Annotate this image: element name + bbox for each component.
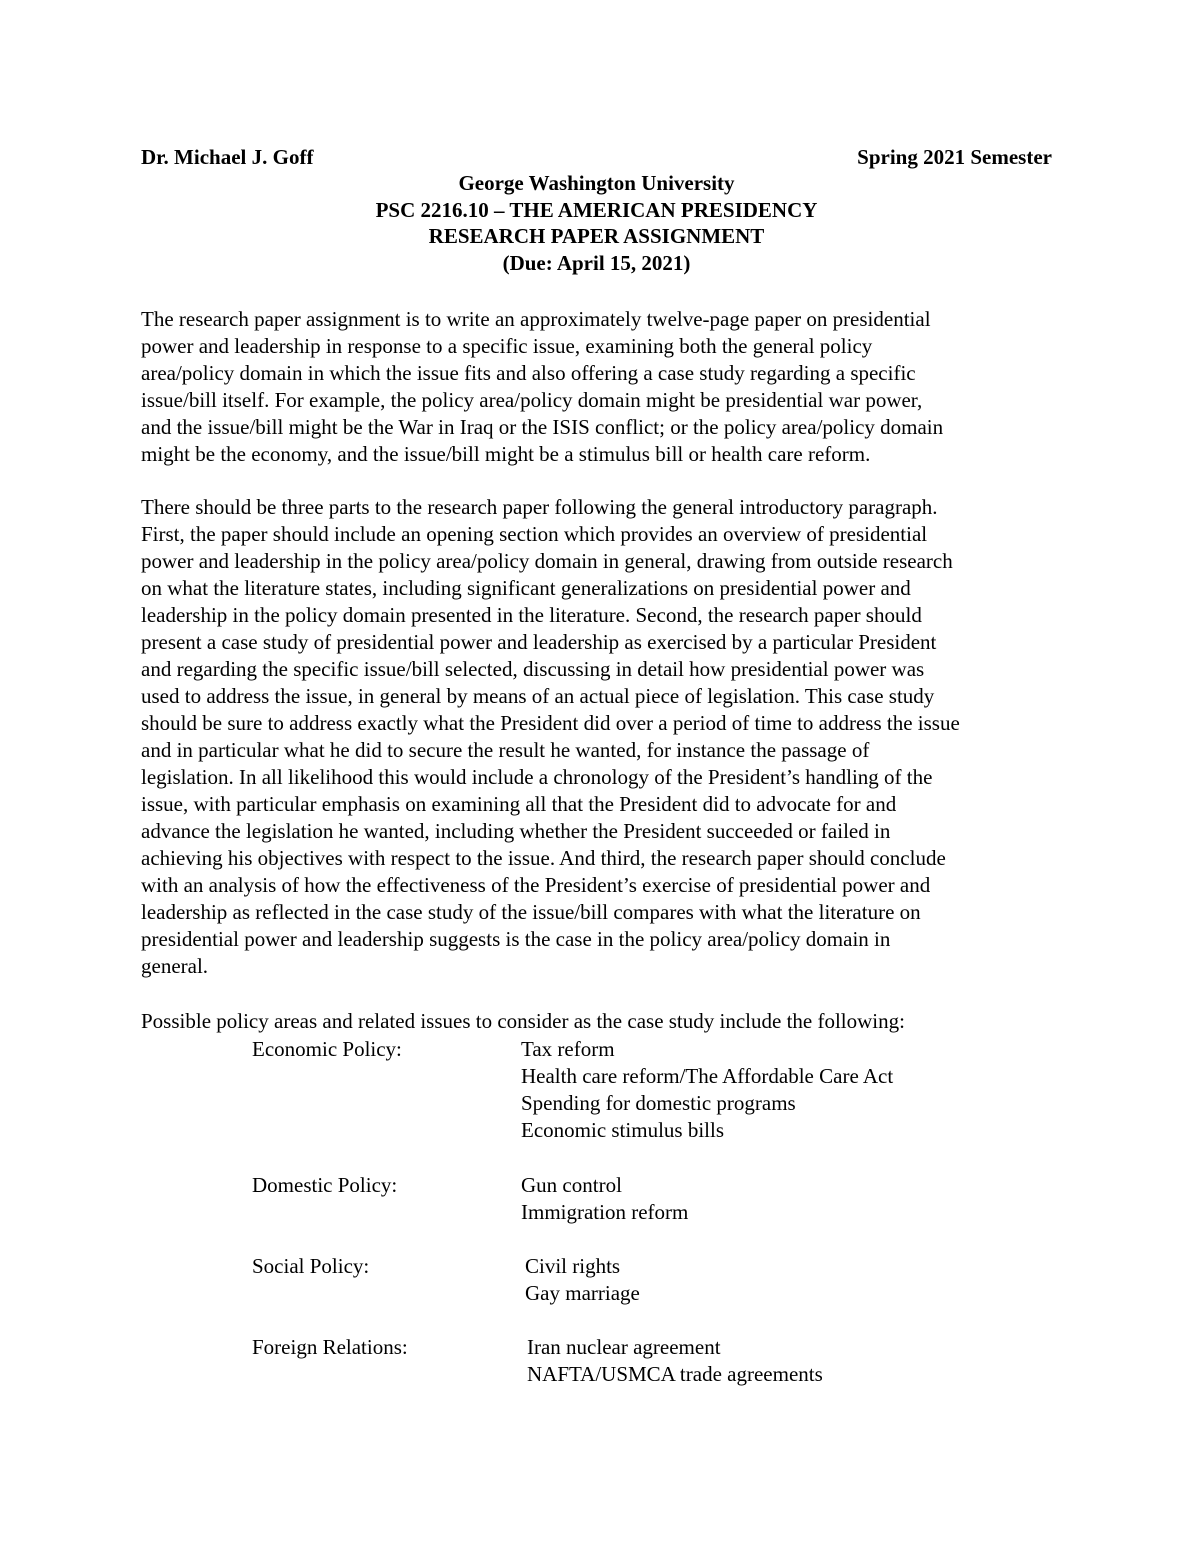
policy-category: Social Policy: xyxy=(252,1254,370,1278)
policy-issue-item: Immigration reform xyxy=(521,1200,689,1224)
paragraph-line: power and leadership in response to a specific issue, examining both the general policy xyxy=(141,334,873,358)
policy-issue-item: Iran nuclear agreement xyxy=(527,1335,721,1359)
paragraph-line: legislation. In all likelihood this would include a chronology of the President’s handling of the xyxy=(141,765,933,789)
policy-issue-item: Civil rights xyxy=(525,1254,621,1278)
paragraph-line: Possible policy areas and related issues to consider as the case study include the following: xyxy=(141,1009,905,1033)
policy-issue-item: Gun control xyxy=(521,1173,622,1197)
due-date: (Due: April 15, 2021) xyxy=(502,250,691,275)
policy-issues xyxy=(527,1334,823,1388)
policy-issues xyxy=(525,1253,640,1307)
paragraph-line: and in particular what he did to secure the result he wanted, for instance the passage of xyxy=(141,738,870,762)
policy-issue-item: Gay marriage xyxy=(525,1281,640,1305)
policy-intro-paragraph xyxy=(141,1008,1066,1035)
policy-category: Domestic Policy: xyxy=(252,1173,398,1197)
paragraph-line: achieving his objectives with respect to the issue. And third, the research paper should conclude xyxy=(141,846,946,870)
policy-issue-item: NAFTA/USMCA trade agreements xyxy=(527,1362,823,1386)
paragraph-line: used to address the issue, in general by means of an actual piece of legislation. This case study xyxy=(141,684,935,708)
paragraph-line: advance the legislation he wanted, including whether the President succeeded or failed in xyxy=(141,819,891,843)
paragraph-line: power and leadership in the policy area/policy domain in general, drawing from outside research xyxy=(141,549,953,573)
paragraph-line: leadership in the policy domain presented in the literature. Second, the research paper should xyxy=(141,603,922,627)
paragraph-line: area/policy domain in which the issue fits and also offering a case study regarding a specific xyxy=(141,361,916,385)
assignment-title: RESEARCH PAPER ASSIGNMENT xyxy=(428,224,765,248)
paragraph-line: There should be three parts to the research paper following the general introductory paragraph. xyxy=(141,495,938,519)
policy-category: Foreign Relations: xyxy=(252,1335,408,1359)
paragraph-line: First, the paper should include an opening section which provides an overview of presidential xyxy=(141,522,928,546)
paragraph-line: and regarding the specific issue/bill selected, discussing in detail how presidential power was xyxy=(141,657,925,681)
paragraph-line: and the issue/bill might be the War in Iraq or the ISIS conflict; or the policy area/policy domain xyxy=(141,415,944,439)
paragraph-line: issue, with particular emphasis on examining all that the President did to advocate for and xyxy=(141,792,897,816)
university-name: George Washington University xyxy=(458,171,735,195)
title-block xyxy=(141,170,1052,276)
paragraph-line: present a case study of presidential power and leadership as exercised by a particular President xyxy=(141,630,937,654)
intro-paragraph xyxy=(141,306,1066,468)
policy-issues xyxy=(521,1036,893,1144)
paragraph-line: leadership as reflected in the case study of the issue/bill compares with what the literature on xyxy=(141,900,921,924)
policy-issue-item: Economic stimulus bills xyxy=(521,1118,724,1142)
policy-issues xyxy=(521,1172,688,1226)
paragraph-line: with an analysis of how the effectiveness of the President’s exercise of presidential power and xyxy=(141,873,931,897)
semester-label: Spring 2021 Semester xyxy=(857,145,1052,169)
policy-issue-item: Tax reform xyxy=(521,1037,615,1061)
paragraph-line: issue/bill itself. For example, the policy area/policy domain might be presidential war power, xyxy=(141,388,923,412)
document-header xyxy=(141,144,1052,170)
policy-issue-item: Spending for domestic programs xyxy=(521,1091,796,1115)
parts-paragraph xyxy=(141,494,1066,980)
paragraph-line: presidential power and leadership suggests is the case in the policy area/policy domain in xyxy=(141,927,891,951)
paragraph-line: general. xyxy=(141,954,209,978)
paragraph-line: should be sure to address exactly what the President did over a period of time to address the issue xyxy=(141,711,960,735)
paragraph-line: The research paper assignment is to write an approximately twelve-page paper on presidential xyxy=(141,307,931,331)
paragraph-line: might be the economy, and the issue/bill might be a stimulus bill or health care reform. xyxy=(141,442,871,466)
course-title: PSC 2216.10 – THE AMERICAN PRESIDENCY xyxy=(375,197,818,222)
policy-issue-item: Health care reform/The Affordable Care Act xyxy=(521,1064,894,1088)
paragraph-line: on what the literature states, including significant generalizations on presidential power and xyxy=(141,576,911,600)
policy-category: Economic Policy: xyxy=(252,1037,402,1061)
instructor-name: Dr. Michael J. Goff xyxy=(141,145,314,169)
